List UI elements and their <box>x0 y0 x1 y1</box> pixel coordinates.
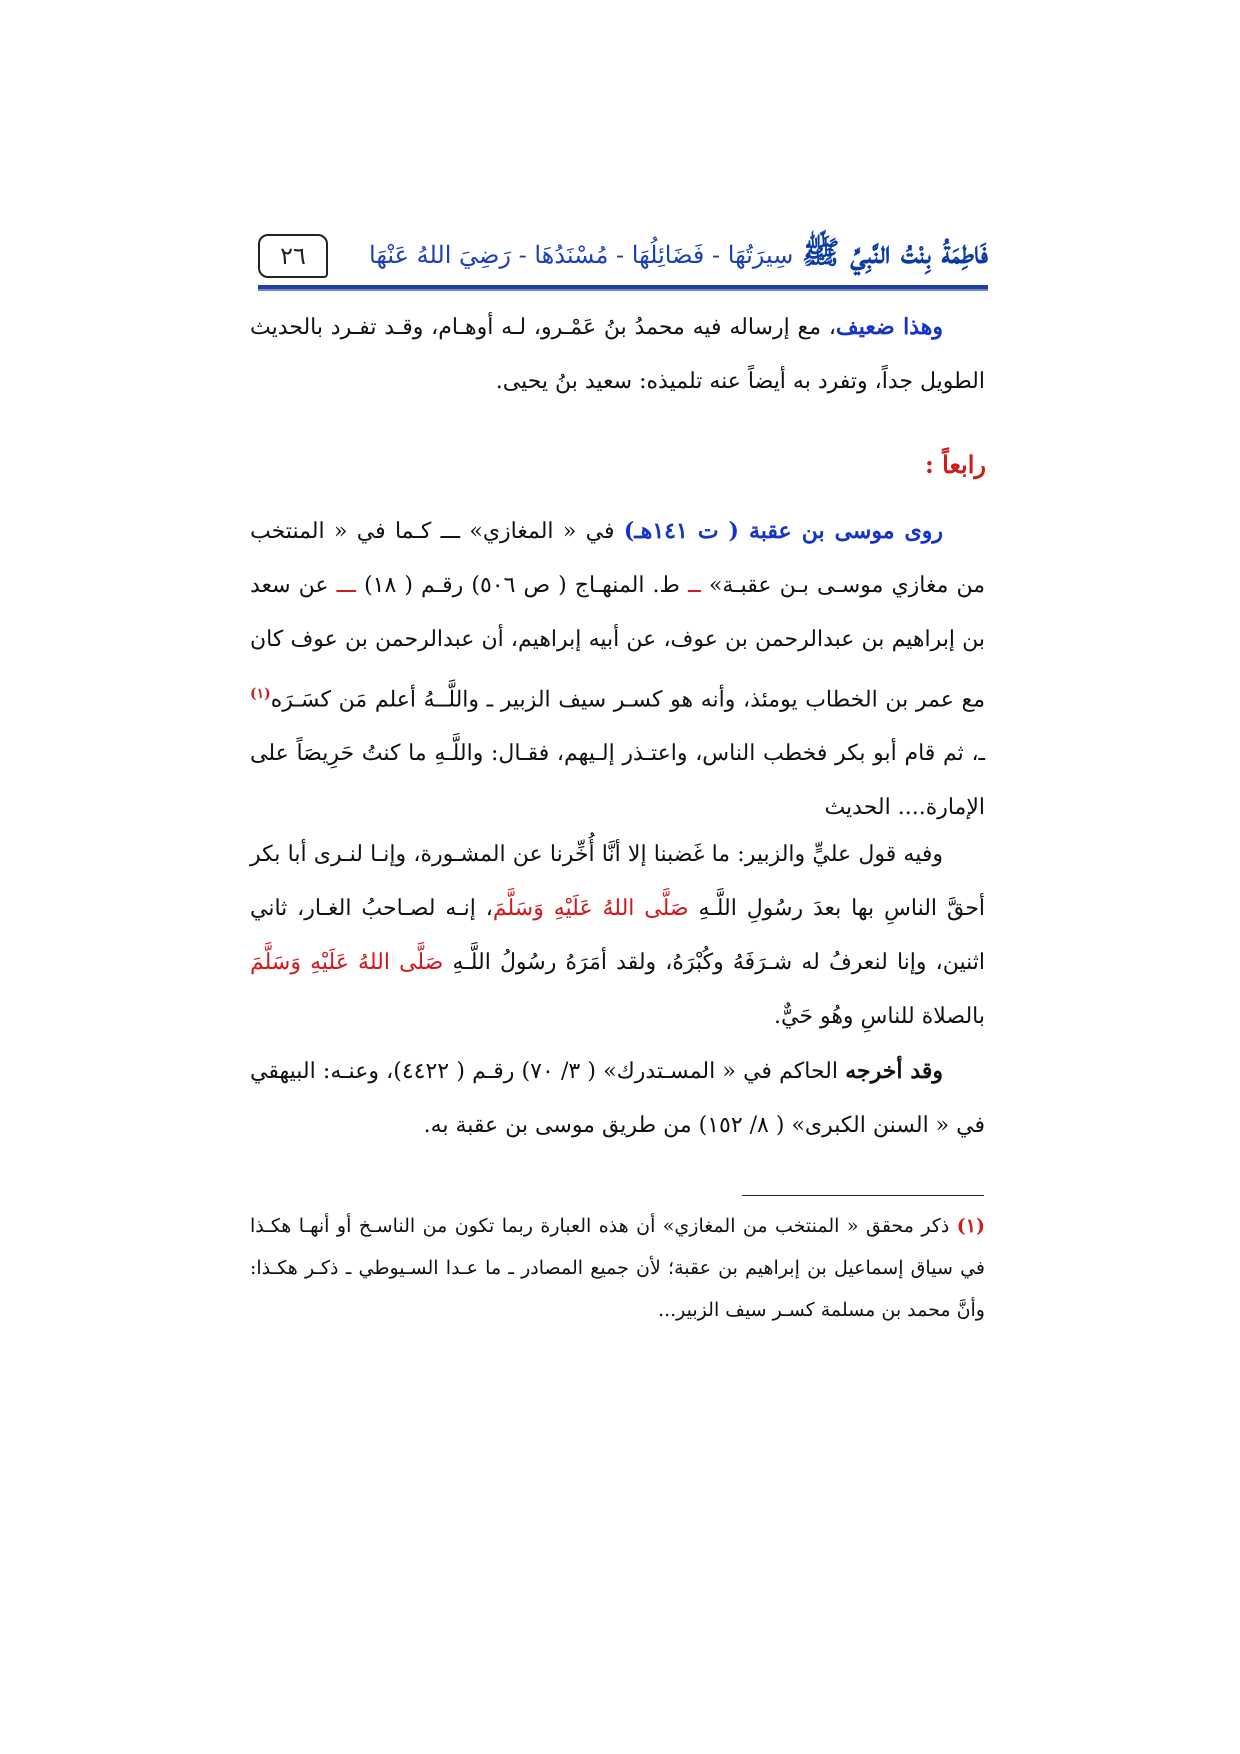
paragraph-4-text: الحاكم في « المسـتدرك» ( ٣/ ٧٠) رقـم ( ٤٤٢٢)، وعنـه: البيهقي في « السنن الكبرى» ( ٨/ ١٥٢) من طريق موسى بن عقبة به. <box>250 1059 985 1138</box>
footnote-text: ذكر محقق « المنتخب من المغازي» أن هذه العبارة ربما تكون من الناسـخ أو أنهـا هكـذا في سياق إسماعيل بن إبراهيم بن عقبة؛ لأن جميع المصادر ـ ما عـدا السـيوطي ـ ذكـر هكـذا: وأنَّ محمد بن مسلمة كسـر سيف الزبير... <box>250 1215 985 1321</box>
paragraph-2 <box>250 504 985 835</box>
footnote-divider <box>742 1195 984 1196</box>
paragraph-1-text: ، مع إرساله فيه محمدُ بنُ عَمْـرو، لـه أوهـام، وقـد تفـرد بالحديث الطويل جداً، وتفرد به أيضاً عنه تلميذه: سعيد بنُ يحيى. <box>250 315 985 394</box>
red-dash-1: ــ <box>687 573 701 598</box>
red-dash-2: ـــ <box>336 573 356 598</box>
footnote-1 <box>250 1205 985 1331</box>
paragraph-4 <box>250 1044 985 1153</box>
footnote-reference[interactable]: (١) <box>250 686 271 702</box>
page-header <box>258 228 988 284</box>
paragraph-3-text-b: ، إنـه لصـاحبُ الغـار، ثاني اثنين، وإنا لنعرفُ له شـرَفَهُ وكُبْرَهُ، ولقد أمَرَهُ رسُولُ اللَّـهِ <box>250 896 985 975</box>
salawat-1: صَلَّى اللهُ عَلَيْهِ وَسَلَّمَ <box>492 896 689 921</box>
book-title <box>348 228 988 278</box>
paragraph-3-text-a: وفيه قول عليٍّ والزبير: ما غَضبنا إلا أنَّا أُخِّرنا عن المشـورة، وإنـا لنـرى أبا بكر أحقَّ الناسِ بها بعدَ رسُولِ اللَّـهِ <box>250 842 986 921</box>
paragraph-2-text-b: ط. المنهـاج ( ص ٥٠٦) رقـم ( ١٨) <box>355 573 688 598</box>
paragraph-3 <box>250 828 985 1044</box>
book-title-main: فَاطِمَةُ بِنْتُ النَّبِيِّ ﷺ <box>802 235 988 271</box>
paragraph-2-lead: روى موسى بن عقبة ( ت ١٤١هـ) <box>623 518 943 544</box>
paragraph-3-text-c: بالصلاة للناسِ وهُو حَيٌّ. <box>774 1004 985 1029</box>
book-title-subtitle: سِيرَتُهَا - فَضَائِلُهَا - مُسْنَدُهَا - رَضِيَ اللهُ عَنْهَا <box>369 241 794 269</box>
header-divider <box>258 285 988 291</box>
paragraph-2-text-d: ـ، ثم قام أبو بكر فخطب الناس، واعتـذر إلـيهم، فقـال: واللَّـهِ ما كنتُ حَرِيصَاً على الإمارة.... الحديث <box>250 741 985 821</box>
salawat-2: صَلَّى اللهُ عَلَيْهِ وَسَلَّمَ <box>250 950 444 975</box>
paragraph-2-text-c: عن سعد بن إبراهيم بن عبدالرحمن بن عوف، عن أبيه إبراهيم، أن عبدالرحمن بن عوف كان مع عمر بن الخطاب يومئذ، وأنه هو كسـر سيف الزبير ـ واللَّــهُ أعلم مَن كسَـرَه <box>250 573 985 713</box>
footnote-number: (١) <box>956 1215 985 1237</box>
paragraph-2-text-a: في « المغازي» ـــ كـما في « المنتخب من مغازي موسـى بـن عقبـة» <box>250 519 986 598</box>
paragraph-1 <box>250 300 985 409</box>
paragraph-4-lead: وقد أخرجه <box>845 1058 944 1084</box>
page-number-badge: ٢٦ <box>258 234 328 278</box>
paragraph-1-lead: وهذا ضعيف <box>835 314 943 340</box>
section-heading: رابعاً : <box>924 450 986 479</box>
